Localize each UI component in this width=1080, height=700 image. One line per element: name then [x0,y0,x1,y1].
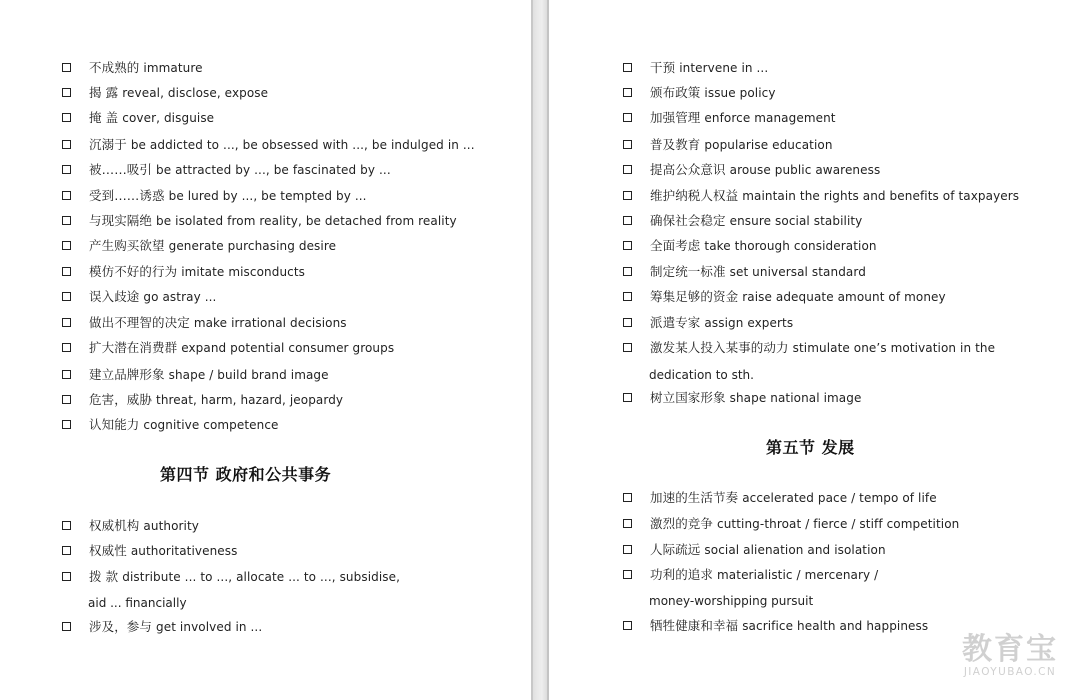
vocab-text [89,516,199,536]
vocab-text [650,186,1019,206]
checkbox-icon[interactable] [62,191,71,200]
checkbox-icon[interactable] [623,241,632,250]
chinese-term: 拨 款 [89,569,119,584]
checkbox-icon[interactable] [623,393,632,402]
continuation-text: dedication to sth. [649,368,754,382]
checkbox-icon[interactable] [62,165,71,174]
chinese-term: 认知能力 [89,417,140,432]
english-translation: imitate misconducts [181,265,306,279]
vocab-text [89,338,394,358]
continuation-text: aid ... financially [88,596,187,610]
english-translation: shape / build brand image [168,368,329,382]
vocab-text [650,488,937,508]
checkbox-icon[interactable] [62,343,71,352]
english-translation: threat, harm, hazard, jeopardy [156,393,344,407]
checkbox-icon[interactable] [62,140,71,149]
checkbox-icon[interactable] [62,88,71,97]
english-translation: cover, disguise [122,111,215,125]
chinese-term: 被……吸引 [89,162,153,177]
chinese-term: 涉及，参与 [89,619,153,634]
chinese-term: 筹集足够的资金 [650,289,739,304]
checkbox-icon[interactable] [623,113,632,122]
checkbox-icon[interactable] [62,572,71,581]
checkbox-icon[interactable] [623,140,632,149]
section-heading: 第五节 发展 [766,438,855,457]
chinese-term: 制定统一标准 [650,264,726,279]
chinese-term: 激发某人投入某事的动力 [650,340,789,355]
chinese-term: 干预 [650,60,676,75]
english-translation: take thorough consideration [704,239,877,253]
vocab-text [650,211,862,231]
vocab-text [89,390,343,410]
english-translation: shape national image [729,391,862,405]
chinese-term: 全面考虑 [650,238,701,253]
checkbox-icon[interactable] [623,88,632,97]
watermark-logo [962,634,1058,678]
chinese-term: 与现实隔绝 [89,213,153,228]
vocab-text [89,365,329,385]
vocab-text [89,541,237,561]
continuation-text: money-worshipping pursuit [649,594,814,608]
chinese-term: 误入歧途 [89,289,140,304]
checkbox-icon[interactable] [62,521,71,530]
checkbox-icon[interactable] [623,519,632,528]
vocab-text [89,83,268,103]
vocab-text [89,262,305,282]
english-translation: expand potential consumer groups [181,341,395,355]
english-translation: authoritativeness [130,544,238,558]
english-translation: be addicted to ..., be obsessed with ..., be indulged in ... [130,138,475,152]
chinese-term: 激烈的竞争 [650,516,714,531]
checkbox-icon[interactable] [623,63,632,72]
vocab-text [89,313,347,333]
vocab-text [650,313,793,333]
english-translation: enforce management [704,111,836,125]
chinese-term: 提高公众意识 [650,162,726,177]
vocab-text [89,415,279,435]
vocab-text [650,565,878,585]
checkbox-icon[interactable] [623,621,632,630]
checkbox-icon[interactable] [623,191,632,200]
chinese-term: 确保社会稳定 [650,213,726,228]
watermark-brand: 教育宝 [962,632,1058,667]
checkbox-icon[interactable] [62,546,71,555]
english-translation: immature [143,61,203,75]
english-translation: set universal standard [729,265,866,279]
checkbox-icon[interactable] [623,570,632,579]
vocab-text [650,236,877,256]
english-translation: reveal, disclose, expose [122,86,269,100]
checkbox-icon[interactable] [623,493,632,502]
vocab-text [89,211,457,231]
chinese-term: 产生购买欲望 [89,238,165,253]
english-translation: ensure social stability [729,214,863,228]
chinese-term: 人际疏远 [650,542,701,557]
chinese-term: 受到……诱惑 [89,188,165,203]
vocab-text [89,108,214,128]
chinese-term: 做出不理智的决定 [89,315,190,330]
chinese-term: 揭 露 [89,85,119,100]
english-translation: assign experts [704,316,794,330]
checkbox-icon[interactable] [62,420,71,429]
chinese-term: 功利的追求 [650,567,714,582]
page-gutter [531,0,549,700]
english-translation: cutting-throat / fierce / stiff competition [717,517,960,531]
english-translation: accelerated pace / tempo of life [742,491,937,505]
english-translation: maintain the rights and benefits of taxpayers [742,189,1020,203]
vocab-text [650,58,768,78]
vocab-text [650,338,995,358]
checkbox-icon[interactable] [62,113,71,122]
checkbox-icon[interactable] [623,292,632,301]
english-translation: popularise education [704,138,833,152]
right-page [549,0,1080,700]
chinese-term: 牺牲健康和幸福 [650,618,739,633]
chinese-term: 模仿不好的行为 [89,264,178,279]
checkbox-icon[interactable] [62,395,71,404]
chinese-term: 掩 盖 [89,110,119,125]
vocab-text [89,58,203,78]
chinese-term: 权威性 [89,543,127,558]
checkbox-icon[interactable] [623,267,632,276]
checkbox-icon[interactable] [62,318,71,327]
chinese-term: 派遣专家 [650,315,701,330]
vocab-text [89,160,391,180]
vocab-text [650,616,928,636]
chinese-term: 加强管理 [650,110,701,125]
vocab-text [650,514,959,534]
english-translation: generate purchasing desire [168,239,337,253]
english-translation: stimulate one’s motivation in the [792,341,996,355]
english-translation: make irrational decisions [193,316,347,330]
chinese-term: 权威机构 [89,518,140,533]
english-translation: sacrifice health and happiness [742,619,929,633]
checkbox-icon[interactable] [623,216,632,225]
english-translation: raise adequate amount of money [742,290,946,304]
english-translation: be isolated from reality, be detached from reality [156,214,457,228]
vocab-text [89,567,400,587]
chinese-term: 危害，威胁 [89,392,153,407]
english-translation: distribute ... to ..., allocate ... to ..., subsidise, [122,570,401,584]
vocab-text [89,236,336,256]
checkbox-icon[interactable] [623,343,632,352]
checkbox-icon[interactable] [62,292,71,301]
english-translation: cognitive competence [143,418,279,432]
english-translation: issue policy [704,86,776,100]
vocab-text [650,135,833,155]
checkbox-icon[interactable] [62,370,71,379]
english-translation: social alienation and isolation [704,543,886,557]
vocab-text [650,540,886,560]
english-translation: be lured by ..., be tempted by ... [168,189,367,203]
chinese-term: 建立品牌形象 [89,367,165,382]
english-translation: materialistic / mercenary / [717,568,879,582]
chinese-term: 加速的生活节奏 [650,490,739,505]
chinese-term: 树立国家形象 [650,390,726,405]
checkbox-icon[interactable] [623,545,632,554]
vocab-text [650,262,866,282]
vocab-text [650,388,861,408]
english-translation: authority [143,519,199,533]
checkbox-icon[interactable] [62,216,71,225]
english-translation: be attracted by ..., be fascinated by ... [156,163,391,177]
checkbox-icon[interactable] [62,622,71,631]
vocab-text [89,617,262,637]
english-translation: arouse public awareness [729,163,881,177]
left-page [0,0,531,700]
vocab-text [89,186,367,206]
checkbox-icon[interactable] [62,267,71,276]
chinese-term: 不成熟的 [89,60,140,75]
english-translation: go astray ... [143,290,217,304]
checkbox-icon[interactable] [623,318,632,327]
checkbox-icon[interactable] [62,63,71,72]
chinese-term: 扩大潜在消费群 [89,340,178,355]
chinese-term: 维护纳税人权益 [650,188,739,203]
vocab-text [650,108,836,128]
vocab-text [89,287,216,307]
vocab-text [650,83,776,103]
section-heading: 第四节 政府和公共事务 [160,465,332,484]
vocab-text [89,135,475,155]
english-translation: intervene in ... [679,61,769,75]
watermark-url: JIAOYUBAO.CN [963,666,1057,678]
checkbox-icon[interactable] [623,165,632,174]
vocab-text [650,287,946,307]
chinese-term: 普及教育 [650,137,701,152]
checkbox-icon[interactable] [62,241,71,250]
chinese-term: 颁布政策 [650,85,701,100]
vocab-text [650,160,880,180]
chinese-term: 沉溺于 [89,137,127,152]
english-translation: get involved in ... [156,620,263,634]
